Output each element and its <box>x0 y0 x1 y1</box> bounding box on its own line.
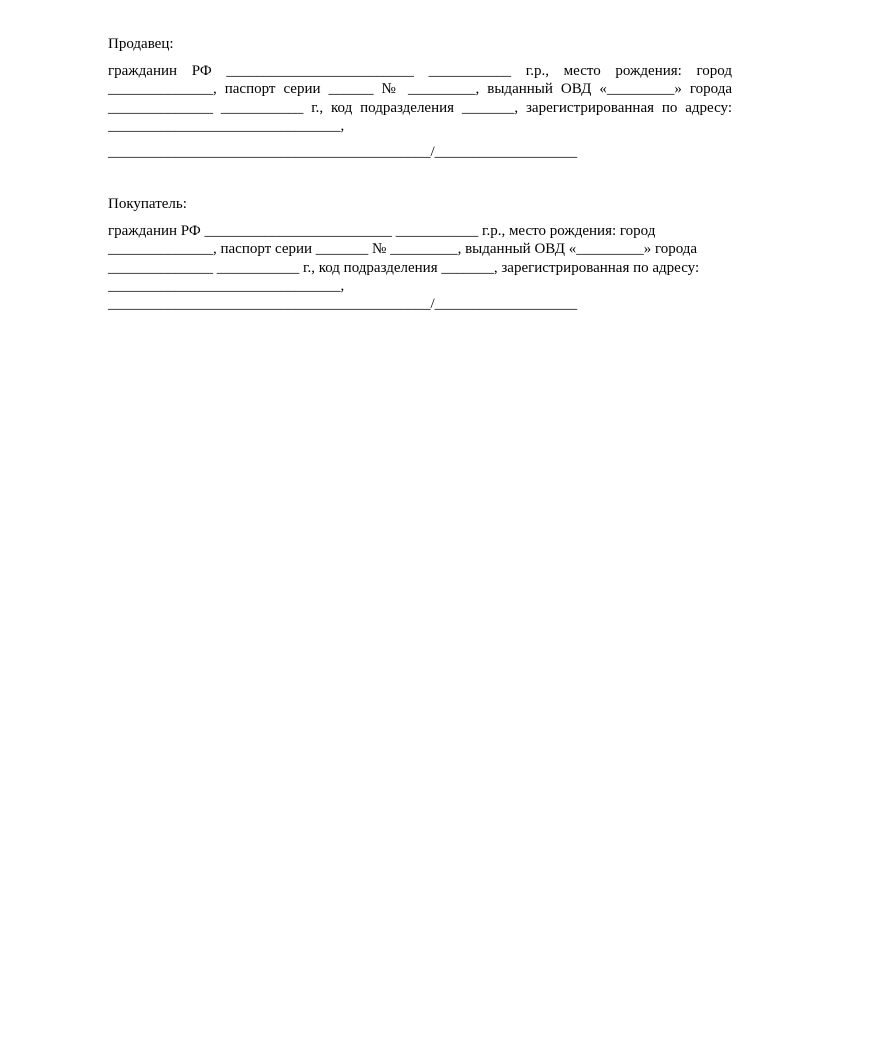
seller-signature-line: ___________________________________________/___________________ <box>108 144 578 161</box>
seller-heading: Продавец: <box>108 36 174 52</box>
seller-line-2: ______________, паспорт серии ______ № _________, выданный ОВД «_________» города <box>108 81 732 98</box>
seller-line-1: гражданин РФ _________________________ ___________ г.р., место рождения: город <box>108 63 732 79</box>
seller-section <box>108 35 732 161</box>
seller-line-3: ______________ ___________ г., код подразделения _______, зарегистрированная по адресу: <box>108 99 732 116</box>
seller-line-4: _______________________________, <box>108 117 345 134</box>
buyer-line-1: гражданин РФ _________________________ ___________ г.р., место рождения: город <box>108 223 656 239</box>
buyer-line-2: ______________, паспорт серии _______ № _________, выданный ОВД «_________» города <box>108 241 698 258</box>
buyer-section <box>108 195 732 313</box>
buyer-line-3: ______________ ___________ г., код подразделения _______, зарегистрированная по адресу: <box>108 259 700 276</box>
buyer-signature-line: ___________________________________________/___________________ <box>108 296 578 313</box>
buyer-line-4: _______________________________, <box>108 277 345 294</box>
buyer-heading: Покупатель: <box>108 196 187 212</box>
